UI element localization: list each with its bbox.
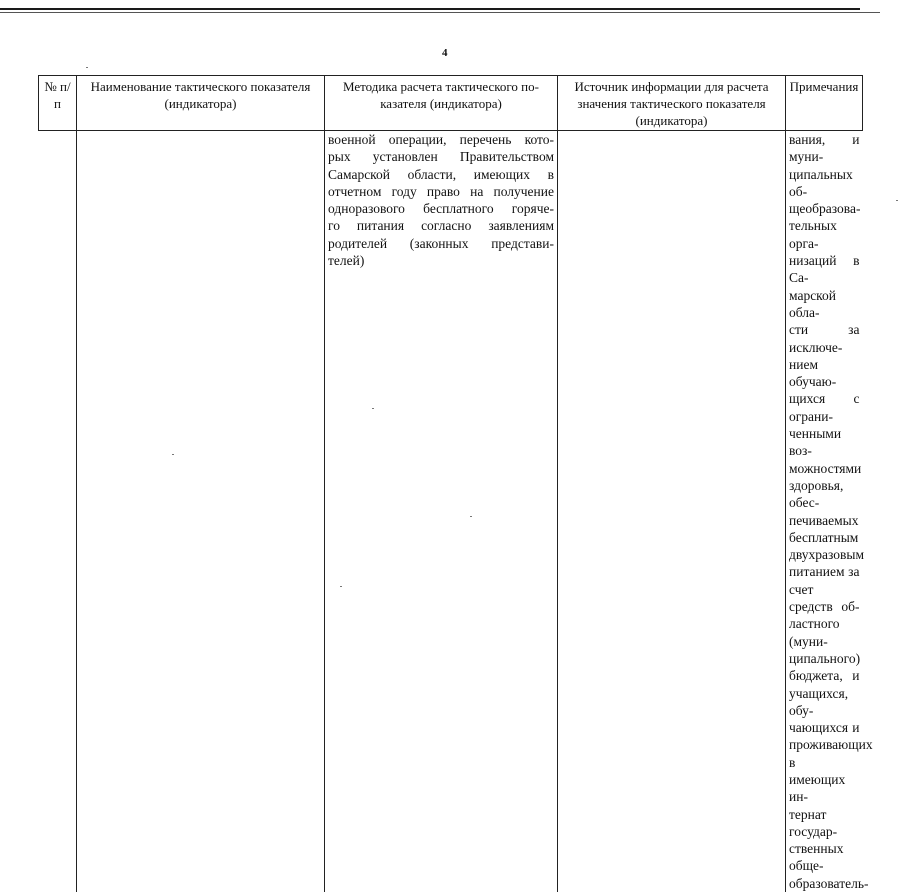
header-number: № п/п (39, 76, 77, 131)
notes-text-line: образователь- (789, 875, 860, 892)
method-text-line: го питания согласно заявлениям (328, 217, 554, 234)
header-indicator-name: Наименование тактического показателя (индикатора) (77, 76, 325, 131)
notes-text-line: марской обла- (789, 287, 860, 322)
notes-text-line: ципального) (789, 650, 860, 667)
notes-text-line: чающихся и (789, 719, 860, 736)
notes-text-line: щихся с ограни- (789, 390, 860, 425)
notes-text-line: сти за исключе- (789, 321, 860, 356)
table-row (39, 131, 863, 892)
header-calculation-method: Методика расчета тактического по-казателя (индикатора) (325, 76, 558, 131)
scan-speck (372, 408, 374, 409)
notes-text-line: можностями (789, 460, 860, 477)
notes-text-line: ципальных об- (789, 166, 860, 201)
notes-text-line: питанием за (789, 563, 860, 580)
method-text-line: телей) (328, 252, 554, 269)
notes-text-line: счет средств об- (789, 581, 860, 616)
scan-speck (470, 516, 472, 517)
method-text-line: отчетном году право на получение (328, 183, 554, 200)
notes-text-line: низаций в Са- (789, 252, 860, 287)
scan-speck (340, 586, 342, 587)
notes-text-line: учащихся, обу- (789, 685, 860, 720)
cell-information-source (558, 131, 786, 892)
notes-text-line: вания, и муни- (789, 131, 860, 166)
notes-text-line: проживающих в (789, 736, 860, 771)
notes-text (789, 131, 860, 892)
notes-text-line: здоровья, обес- (789, 477, 860, 512)
method-text-line: рых установлен Правительством (328, 148, 554, 165)
header-notes: Примечания (786, 76, 863, 131)
notes-text-line: ченными воз- (789, 425, 860, 460)
notes-text-line: тельных орга- (789, 217, 860, 252)
header-information-source: Источник информации для расчета значения тактического показателя (индикатора) (558, 76, 786, 131)
cell-notes (786, 131, 863, 892)
cell-calculation-method (325, 131, 558, 892)
cell-indicator-name (77, 131, 325, 892)
page-number: 4 (442, 47, 448, 59)
scan-speck (86, 67, 88, 68)
notes-text-line: бюджета, и (789, 667, 860, 684)
method-text-line: военной операции, перечень кото- (328, 131, 554, 148)
notes-text-line: двухразовым (789, 546, 860, 563)
top-border-line-thin (0, 12, 880, 13)
method-text-line: одноразового бесплатного горяче- (328, 200, 554, 217)
notes-text-line: бесплатным (789, 529, 860, 546)
cell-number (39, 131, 77, 892)
scan-speck (896, 200, 898, 201)
method-text (328, 131, 554, 269)
notes-text-line: ластного (муни- (789, 615, 860, 650)
method-text-line: родителей (законных представи- (328, 235, 554, 252)
indicator-table (38, 75, 863, 892)
notes-text-line: щеобразова- (789, 200, 860, 217)
notes-text-line: печиваемых (789, 512, 860, 529)
scan-speck (172, 454, 174, 455)
top-border-line (0, 8, 860, 10)
notes-text-line: тернат государ- (789, 806, 860, 841)
table-header-row (39, 76, 863, 131)
notes-text-line: ственных обще- (789, 840, 860, 875)
notes-text-line: нием обучаю- (789, 356, 860, 391)
notes-text-line: имеющих ин- (789, 771, 860, 806)
method-text-line: Самарской области, имеющих в (328, 166, 554, 183)
